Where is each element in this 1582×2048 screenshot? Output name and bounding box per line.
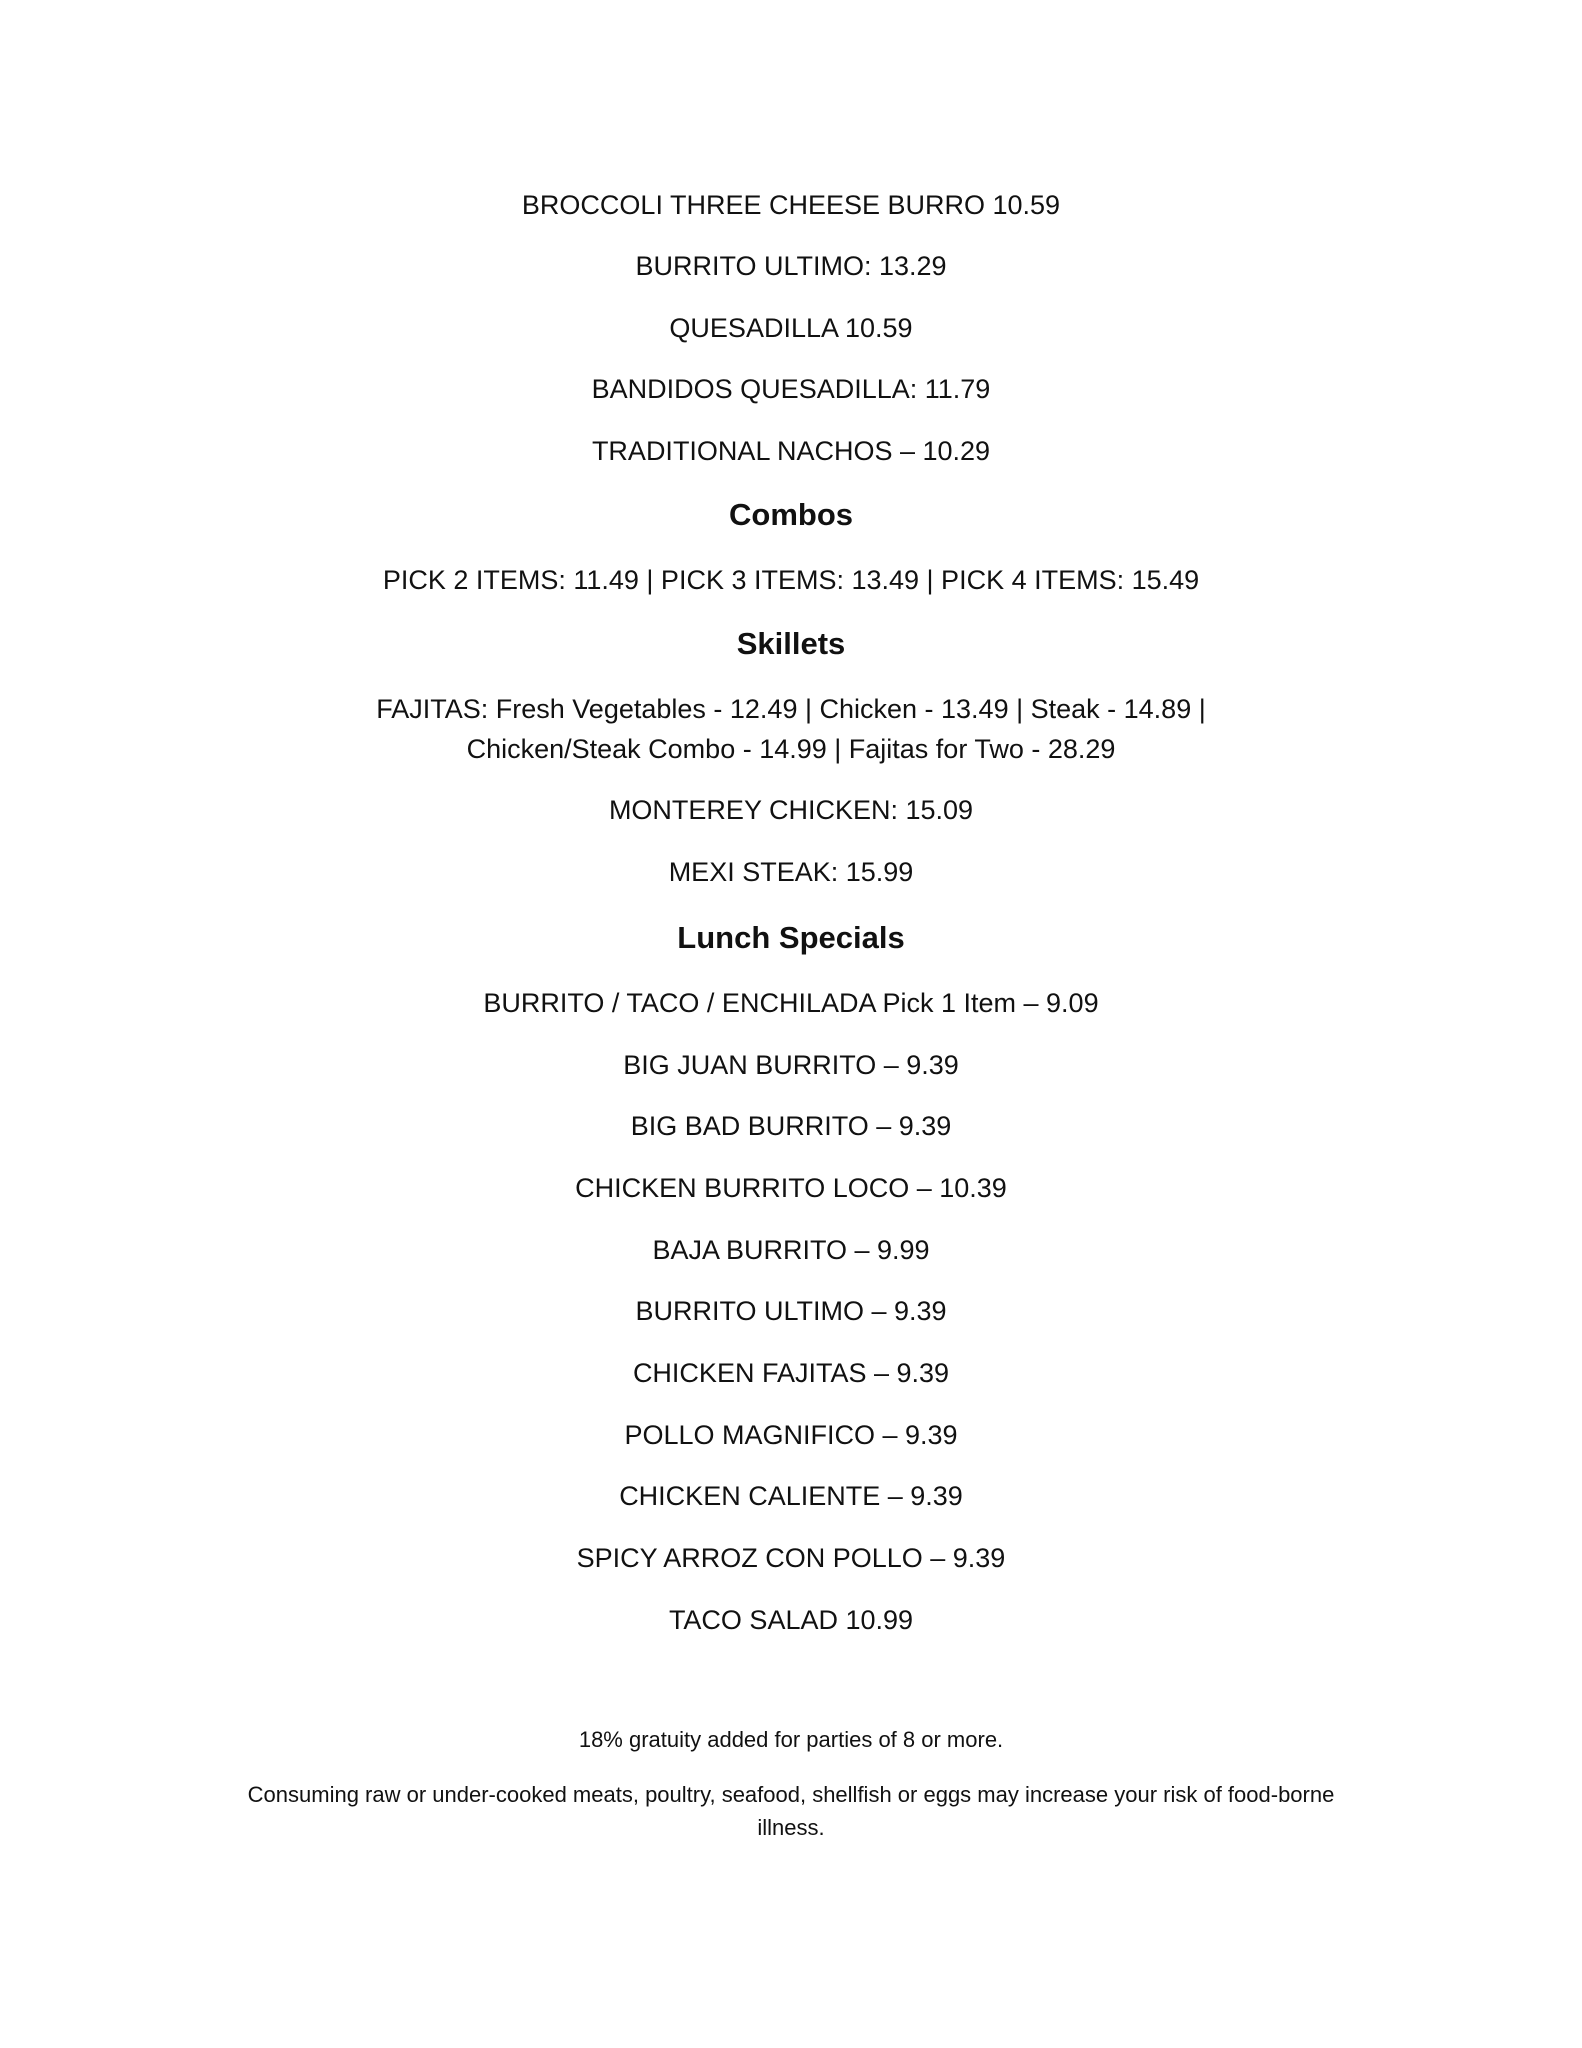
menu-item: SPICY ARROZ CON POLLO – 9.39 <box>576 1543 1006 1573</box>
menu-item: BROCCOLI THREE CHEESE BURRO 10.59 <box>521 190 1061 220</box>
section-heading-lunch-specials: Lunch Specials <box>677 920 905 955</box>
fajitas-line-2: Chicken/Steak Combo - 14.99 | Fajitas for Two - 28.29 <box>466 734 1116 764</box>
menu-item: BURRITO ULTIMO – 9.39 <box>635 1296 947 1326</box>
menu-item: CHICKEN FAJITAS – 9.39 <box>632 1358 950 1388</box>
menu-item: BANDIDOS QUESADILLA: 11.79 <box>591 374 991 404</box>
menu-item: BIG BAD BURRITO – 9.39 <box>630 1111 952 1141</box>
menu-item: MONTEREY CHICKEN: 15.09 <box>608 795 974 825</box>
gratuity-note: 18% gratuity added for parties of 8 or more. <box>578 1727 1004 1752</box>
menu-item: POLLO MAGNIFICO – 9.39 <box>624 1420 958 1450</box>
menu-item: QUESADILLA 10.59 <box>669 313 913 343</box>
menu-item: BURRITO / TACO / ENCHILADA Pick 1 Item – 9.09 <box>483 988 1099 1018</box>
fajitas-line-1: FAJITAS: Fresh Vegetables - 12.49 | Chicken - 13.49 | Steak - 14.89 | <box>376 694 1206 724</box>
menu-item: BIG JUAN BURRITO – 9.39 <box>623 1050 959 1080</box>
menu-item: TACO SALAD 10.99 <box>668 1605 914 1635</box>
section-heading-skillets: Skillets <box>736 626 846 661</box>
combos-line: PICK 2 ITEMS: 11.49 | PICK 3 ITEMS: 13.49 | PICK 4 ITEMS: 15.49 <box>382 565 1200 595</box>
menu-item: TRADITIONAL NACHOS – 10.29 <box>591 436 991 466</box>
food-safety-warning-line-1: Consuming raw or under-cooked meats, poultry, seafood, shellfish or eggs may increase your risk of food-borne <box>247 1782 1335 1807</box>
section-heading-combos: Combos <box>729 497 853 532</box>
menu-item: CHICKEN BURRITO LOCO – 10.39 <box>575 1173 1007 1203</box>
menu-item: MEXI STEAK: 15.99 <box>668 857 914 887</box>
menu-item: BURRITO ULTIMO: 13.29 <box>635 251 947 281</box>
menu-item: CHICKEN CALIENTE – 9.39 <box>619 1481 963 1511</box>
menu-item: BAJA BURRITO – 9.99 <box>652 1235 930 1265</box>
food-safety-warning-line-2: illness. <box>757 1815 825 1840</box>
